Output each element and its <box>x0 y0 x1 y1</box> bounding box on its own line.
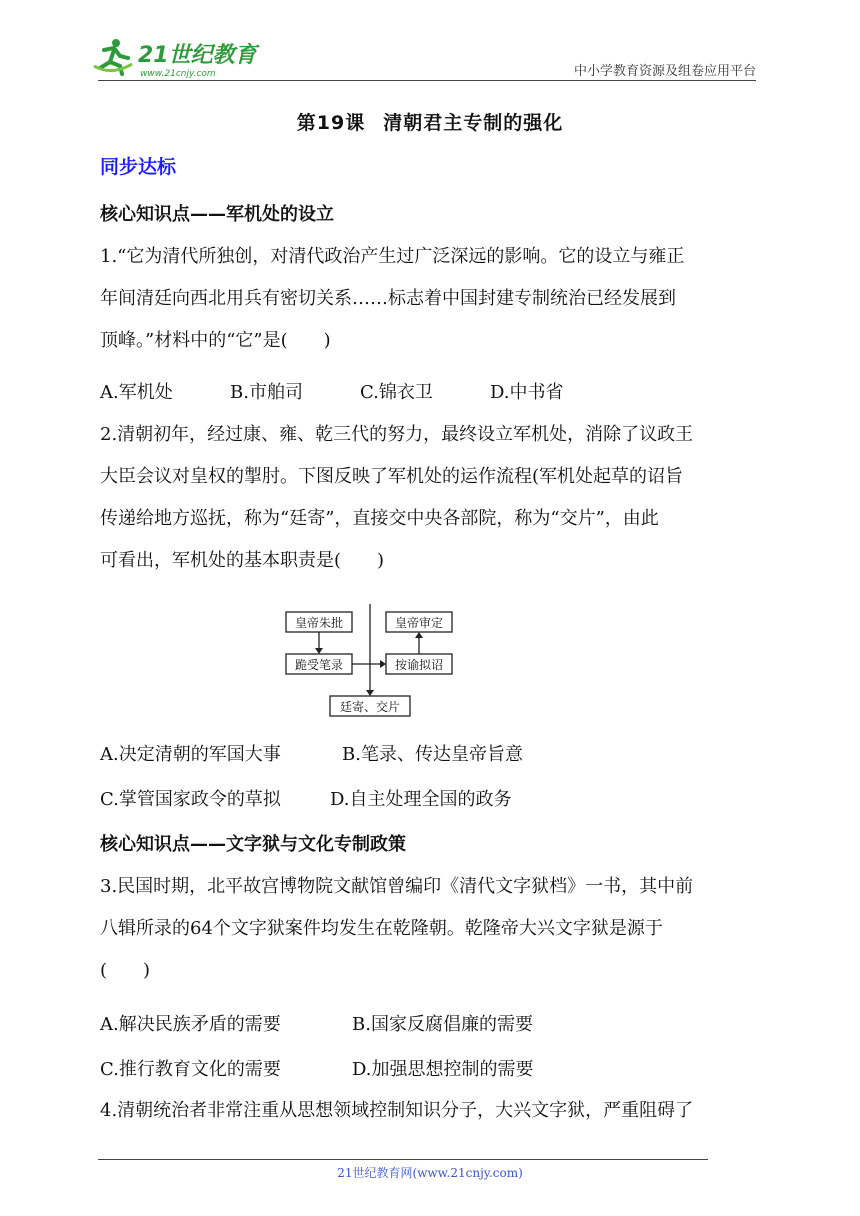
question-line: 大臣会议对皇权的掣肘。下图反映了军机处的运作流程(军机处起草的诏旨 <box>100 466 684 487</box>
question-line: 年间清廷向西北用兵有密切关系……标志着中国封建专制统治已经发展到 <box>100 288 676 309</box>
flow-label: 廷寄、交片 <box>339 700 401 714</box>
option-d: D.中书省 <box>490 382 564 403</box>
question-3 <box>100 866 764 992</box>
option-c: C.推行教育文化的需要 <box>100 1059 281 1080</box>
flow-label: 皇帝审定 <box>394 616 444 630</box>
lesson-number: 第19课 <box>296 112 366 134</box>
header-rule <box>98 80 756 81</box>
military-council-flow-diagram <box>280 602 460 720</box>
question-3-options-row-1 <box>100 1010 533 1036</box>
option-a: A.解决民族矛盾的需要 <box>100 1014 281 1035</box>
question-2-options-row-1 <box>100 740 523 766</box>
footer-rule <box>98 1159 708 1160</box>
flow-label: 皇帝朱批 <box>294 616 344 630</box>
question-line: 1.“它为清代所独创，对清代政治产生过广泛深远的影响。它的设立与雍正 <box>100 246 685 267</box>
question-line: 可看出，军机处的基本职责是( ) <box>100 550 385 571</box>
lesson-name: 清朝君主专制的强化 <box>383 112 564 134</box>
flow-label: 按谕拟诏 <box>394 658 444 672</box>
question-line: 八辑所录的64个文字狱案件均发生在乾隆朝。乾隆帝大兴文字狱是源于 <box>100 918 663 939</box>
question-3-options-row-2 <box>100 1055 534 1081</box>
question-line: 2.清朝初年，经过康、雍、乾三代的努力，最终设立军机处，消除了议政王 <box>100 424 694 445</box>
option-b: B.国家反腐倡廉的需要 <box>352 1014 533 1035</box>
question-1-options <box>100 378 564 404</box>
question-line: ( ) <box>100 960 151 981</box>
question-line: 4.清朝统治者非常注重从思想领域控制知识分子，大兴文字狱，严重阻碍了 <box>100 1100 694 1121</box>
question-line: 传递给地方巡抚，称为“廷寄”，直接交中央各部院，称为“交片”，由此 <box>100 508 659 529</box>
option-a: A.军机处 <box>100 382 173 403</box>
flow-label: 跪受笔录 <box>294 658 344 672</box>
option-b: B.市舶司 <box>230 382 303 403</box>
option-c: C.锦衣卫 <box>360 382 433 403</box>
option-c: C.掌管国家政令的草拟 <box>100 789 281 810</box>
option-d: D.自主处理全国的政务 <box>330 789 512 810</box>
header-platform-text: 中小学教育资源及组卷应用平台 <box>573 64 756 79</box>
option-b: B.笔录、传达皇帝旨意 <box>342 744 523 765</box>
question-4 <box>100 1090 764 1132</box>
page-title <box>0 108 860 135</box>
logo-url: www.21cnjy.com <box>140 69 216 79</box>
logo-text: 21世纪教育 <box>138 43 257 68</box>
section-title: 同步达标 <box>100 156 177 178</box>
knowledge-point-1: 核心知识点——军机处的设立 <box>100 204 334 225</box>
question-1 <box>100 236 764 362</box>
question-2-options-row-2 <box>100 785 512 811</box>
knowledge-point-2: 核心知识点——文字狱与文化专制政策 <box>100 834 406 855</box>
question-line: 3.民国时期，北平故宫博物院文献馆曾编印《清代文字狱档》一书，其中前 <box>100 876 694 897</box>
site-logo <box>92 36 262 80</box>
question-2 <box>100 414 764 582</box>
footer-text: 21世纪教育网(www.21cnjy.com) <box>337 1166 523 1180</box>
option-a: A.决定清朝的军国大事 <box>100 744 281 765</box>
runner-icon <box>94 39 132 74</box>
question-line: 顶峰。”材料中的“它”是( ) <box>100 330 331 351</box>
option-d: D.加强思想控制的需要 <box>352 1059 534 1080</box>
